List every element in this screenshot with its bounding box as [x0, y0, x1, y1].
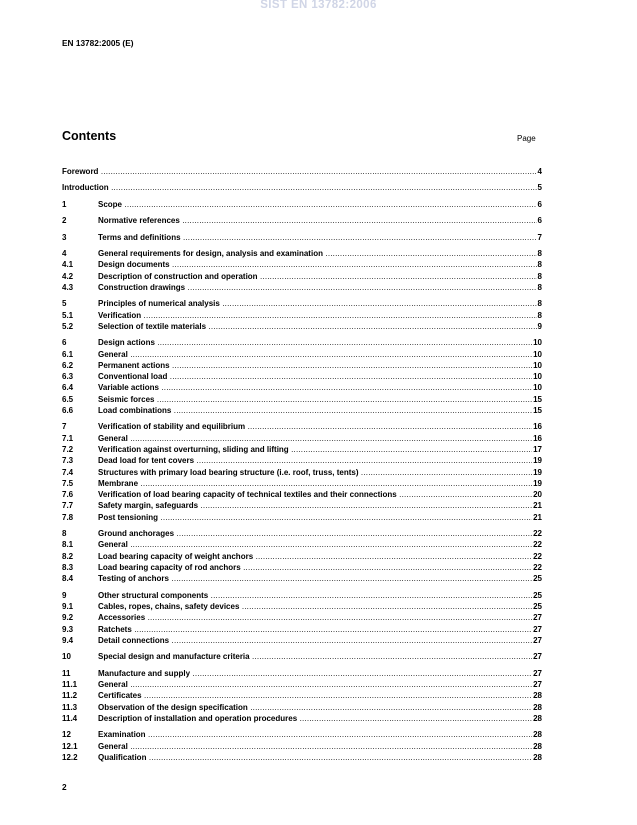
- toc-entry[interactable]: [62, 271, 542, 282]
- toc-entry-page: 27: [533, 635, 542, 645]
- toc-entry-page: 27: [533, 668, 542, 678]
- toc-entry-title: Introduction .....: [62, 182, 542, 193]
- toc-entry-title: General .....: [98, 679, 542, 690]
- toc-entry[interactable]: [62, 612, 542, 623]
- toc-entry-title: Load bearing capacity of rod anchors .....: [98, 562, 542, 573]
- toc-entry-page: 10: [533, 338, 542, 348]
- toc-entry[interactable]: [62, 444, 542, 455]
- toc-entry-title: Ratchets .....: [98, 624, 542, 635]
- toc-entry-number: 6.5: [62, 394, 74, 404]
- toc-entry-title: Safety margin, safeguards .....: [98, 500, 542, 511]
- toc-entry-page: 21: [533, 512, 542, 522]
- toc-entry[interactable]: [62, 166, 542, 177]
- toc-entry-title: Description of installation and operation procedures .....: [98, 713, 542, 724]
- toc-entry-title: Accessories .....: [98, 612, 542, 623]
- toc-entry-number: 9.2: [62, 613, 74, 623]
- toc-entry[interactable]: [62, 539, 542, 550]
- toc-entry-title: Testing of anchors .....: [98, 573, 542, 584]
- toc-entry[interactable]: [62, 573, 542, 584]
- toc-entry-title: General .....: [98, 349, 542, 360]
- toc-entry-number: 2: [62, 216, 67, 226]
- toc-entry-number: 9: [62, 590, 67, 600]
- toc-entry[interactable]: [62, 752, 542, 763]
- toc-entry[interactable]: [62, 467, 542, 478]
- toc-entry-page: 10: [533, 349, 542, 359]
- toc-entry-title: Other structural components .....: [98, 590, 542, 601]
- toc-entry[interactable]: [62, 702, 542, 713]
- toc-entry-title: Special design and manufacture criteria .....: [98, 651, 542, 662]
- toc-entry[interactable]: [62, 590, 542, 601]
- toc-entry[interactable]: [62, 500, 542, 511]
- toc-entry-title: Detail connections .....: [98, 635, 542, 646]
- toc-entry-page: 9: [537, 321, 542, 331]
- toc-entry-page: 25: [533, 602, 542, 612]
- toc-entry[interactable]: [62, 551, 542, 562]
- toc-entry-number: 7.6: [62, 490, 74, 500]
- toc-entry[interactable]: [62, 729, 542, 740]
- toc-entry[interactable]: [62, 298, 542, 309]
- toc-entry-title: Observation of the design specification .....: [98, 702, 542, 713]
- toc-entry-page: 28: [533, 691, 542, 701]
- toc-entry-title: Conventional load .....: [98, 371, 542, 382]
- toc-entry-page: 10: [533, 360, 542, 370]
- toc-entry-page: 28: [533, 713, 542, 723]
- toc-entry-title: Selection of textile materials .....: [98, 321, 542, 332]
- toc-entry[interactable]: [62, 651, 542, 662]
- toc-entry-number: 6: [62, 338, 67, 348]
- toc-entry[interactable]: [62, 371, 542, 382]
- toc-entry-title: Variable actions .....: [98, 382, 542, 393]
- toc-entry-title: Ground anchorages .....: [98, 528, 542, 539]
- toc-entry-number: 7.5: [62, 478, 74, 488]
- page-title: Contents: [62, 129, 117, 143]
- toc-entry-number: 11.4: [62, 713, 78, 723]
- toc-entry-page: 15: [533, 406, 542, 415]
- toc-entry-number: 4: [62, 248, 67, 258]
- toc-entry-title: Structures with primary load bearing structure (i.e. roof, truss, tents) .....: [98, 467, 542, 478]
- toc-entry[interactable]: [62, 360, 542, 371]
- toc-entry-title: Terms and definitions .....: [98, 232, 542, 243]
- toc-entry-page: 21: [533, 501, 542, 511]
- toc-entry[interactable]: [62, 382, 542, 393]
- toc-entry[interactable]: [62, 455, 542, 466]
- toc-entry-number: 5.1: [62, 310, 74, 320]
- toc-entry-number: 6.2: [62, 360, 74, 370]
- toc-entry[interactable]: [62, 321, 542, 332]
- toc-entry-page: 10: [533, 383, 542, 393]
- toc-entry-title: Membrane .....: [98, 478, 542, 489]
- toc-entry-title: Examination .....: [98, 729, 542, 740]
- toc-entry-page: 7: [537, 232, 542, 242]
- toc-entry-number: 9.3: [62, 624, 74, 634]
- toc-entry-number: 3: [62, 232, 67, 242]
- toc-entry-title: Dead load for tent covers .....: [98, 455, 542, 466]
- table-of-contents: [62, 166, 542, 763]
- toc-entry-page: 22: [533, 540, 542, 550]
- toc-entry[interactable]: [62, 310, 542, 321]
- toc-entry[interactable]: [62, 232, 542, 243]
- toc-entry-number: 9.4: [62, 635, 74, 645]
- page-column-label: Page: [517, 134, 536, 143]
- toc-entry-title: Verification .....: [98, 310, 542, 321]
- toc-entry[interactable]: [62, 679, 542, 690]
- toc-entry-page: 27: [533, 613, 542, 623]
- toc-entry[interactable]: [62, 421, 542, 432]
- toc-entry-page: 19: [533, 467, 542, 477]
- toc-entry[interactable]: [62, 601, 542, 612]
- toc-entry-number: 6.6: [62, 406, 74, 415]
- toc-entry[interactable]: [62, 349, 542, 360]
- toc-entry[interactable]: [62, 433, 542, 444]
- toc-entry-title: Load combinations .....: [98, 405, 542, 416]
- toc-entry[interactable]: [62, 489, 542, 500]
- toc-entry[interactable]: [62, 199, 542, 210]
- toc-entry-number: 7: [62, 422, 67, 432]
- toc-entry-page: 27: [533, 624, 542, 634]
- toc-entry-page: 16: [533, 433, 542, 443]
- toc-entry-page: 28: [533, 702, 542, 712]
- toc-entry-page: 4: [537, 167, 542, 176]
- toc-entry-page: 8: [537, 248, 542, 258]
- toc-entry[interactable]: [62, 215, 542, 226]
- toc-entry-page: 5: [537, 183, 542, 193]
- toc-entry-page: 8: [537, 260, 542, 270]
- toc-entry-title: General .....: [98, 433, 542, 444]
- toc-entry-page: 16: [533, 422, 542, 432]
- toc-entry-number: 4.2: [62, 271, 74, 281]
- toc-entry-number: 6.3: [62, 372, 74, 382]
- toc-entry-page: 28: [533, 752, 542, 762]
- page-number: 2: [62, 782, 67, 792]
- toc-entry[interactable]: [62, 405, 542, 416]
- toc-entry[interactable]: [62, 668, 542, 679]
- toc-entry-number: 1: [62, 199, 67, 209]
- toc-entry-number: 11.2: [62, 691, 78, 701]
- toc-entry-page: 25: [533, 574, 542, 584]
- toc-entry-page: 17: [533, 444, 542, 454]
- toc-entry-title: Description of construction and operation .....: [98, 271, 542, 282]
- toc-entry-title: General requirements for design, analysis and examination .....: [98, 248, 542, 259]
- toc-entry-page: 19: [533, 478, 542, 488]
- toc-entry-title: Normative references .....: [98, 215, 542, 226]
- toc-entry-page: 8: [537, 299, 542, 309]
- toc-entry-number: 12.1: [62, 741, 78, 751]
- toc-entry[interactable]: [62, 635, 542, 646]
- toc-entry-number: 6.1: [62, 349, 74, 359]
- toc-entry-number: 4.1: [62, 260, 74, 270]
- toc-entry-number: 12.2: [62, 752, 78, 762]
- toc-entry-number: 11.3: [62, 702, 78, 712]
- toc-entry-title: Certificates .....: [98, 690, 542, 701]
- toc-entry[interactable]: [62, 478, 542, 489]
- toc-entry[interactable]: [62, 259, 542, 270]
- toc-entry-number: 7.8: [62, 512, 74, 522]
- toc-entry-number: 7.3: [62, 456, 74, 466]
- toc-entry-number: 4.3: [62, 282, 74, 292]
- toc-entry-number: 10: [62, 652, 71, 662]
- toc-entry-title: Scope .....: [98, 199, 542, 210]
- toc-entry-number: 11.1: [62, 680, 78, 689]
- toc-entry-title: General .....: [98, 741, 542, 752]
- toc-entry-number: 12: [62, 730, 71, 740]
- toc-entry-page: 28: [533, 741, 542, 751]
- toc-entry-page: 15: [533, 394, 542, 404]
- toc-entry-number: 8.1: [62, 540, 74, 550]
- toc-entry[interactable]: [62, 182, 542, 193]
- toc-entry-number: 8.3: [62, 563, 74, 573]
- toc-entry-number: 8.4: [62, 574, 74, 584]
- toc-entry-title: Construction drawings .....: [98, 282, 542, 293]
- toc-entry-page: 22: [533, 551, 542, 561]
- toc-entry-page: 8: [537, 271, 542, 281]
- toc-entry-page: 22: [533, 529, 542, 539]
- toc-entry-page: 28: [533, 730, 542, 740]
- document-id: EN 13782:2005 (E): [62, 38, 134, 48]
- toc-entry-page: 19: [533, 456, 542, 466]
- toc-entry-page: 8: [537, 282, 542, 292]
- toc-entry[interactable]: [62, 512, 542, 523]
- toc-entry-number: 8.2: [62, 551, 74, 561]
- toc-entry-title: Verification of load bearing capacity of technical textiles and their connections .....: [98, 489, 542, 500]
- toc-entry-number: 7.1: [62, 433, 74, 443]
- toc-entry-page: 8: [537, 310, 542, 320]
- toc-entry-number: 7.2: [62, 444, 74, 454]
- toc-entry-number: 8: [62, 529, 67, 539]
- toc-entry-title: Permanent actions .....: [98, 360, 542, 371]
- toc-entry-title: Seismic forces .....: [98, 394, 542, 405]
- toc-entry-page: 10: [533, 372, 542, 382]
- toc-entry-title: Manufacture and supply .....: [98, 668, 542, 679]
- toc-entry-page: 20: [533, 490, 542, 500]
- toc-entry[interactable]: [62, 394, 542, 405]
- toc-entry-page: 27: [533, 652, 542, 662]
- watermark: SIST EN 13782:2006: [260, 0, 377, 11]
- toc-entry-title: Design documents .....: [98, 259, 542, 270]
- toc-entry-page: 22: [533, 563, 542, 573]
- toc-entry-title: General .....: [98, 539, 542, 550]
- toc-entry-page: 6: [537, 199, 542, 209]
- toc-entry-number: 7.7: [62, 501, 74, 511]
- toc-entry[interactable]: [62, 624, 542, 635]
- toc-entry[interactable]: [62, 337, 542, 348]
- toc-entry-title: Verification of stability and equilibrium .....: [98, 421, 542, 432]
- toc-entry[interactable]: [62, 562, 542, 573]
- toc-entry-title: Verification against overturning, sliding and lifting .....: [98, 444, 542, 455]
- toc-entry-title: Post tensioning .....: [98, 512, 542, 523]
- toc-entry-number: 9.1: [62, 602, 74, 612]
- toc-entry-number: 6.4: [62, 383, 74, 393]
- toc-entry-title: Foreword .....: [62, 166, 542, 177]
- toc-entry[interactable]: [62, 248, 542, 259]
- toc-entry[interactable]: [62, 690, 542, 701]
- toc-entry-title: Design actions .....: [98, 337, 542, 348]
- toc-entry-number: 5: [62, 299, 67, 309]
- toc-entry-page: 27: [533, 680, 542, 689]
- toc-entry-title: Qualification .....: [98, 752, 542, 763]
- toc-entry-title: Load bearing capacity of weight anchors .....: [98, 551, 542, 562]
- toc-entry-page: 25: [533, 590, 542, 600]
- toc-entry-title: Principles of numerical analysis .....: [98, 298, 542, 309]
- toc-entry[interactable]: [62, 741, 542, 752]
- toc-entry-page: 6: [537, 216, 542, 226]
- toc-entry-number: 5.2: [62, 321, 74, 331]
- toc-entry-title: Cables, ropes, chains, safety devices .....: [98, 601, 542, 612]
- toc-entry-number: 11: [62, 668, 71, 678]
- toc-entry[interactable]: [62, 713, 542, 724]
- toc-entry[interactable]: [62, 528, 542, 539]
- toc-entry[interactable]: [62, 282, 542, 293]
- toc-entry-number: 7.4: [62, 467, 74, 477]
